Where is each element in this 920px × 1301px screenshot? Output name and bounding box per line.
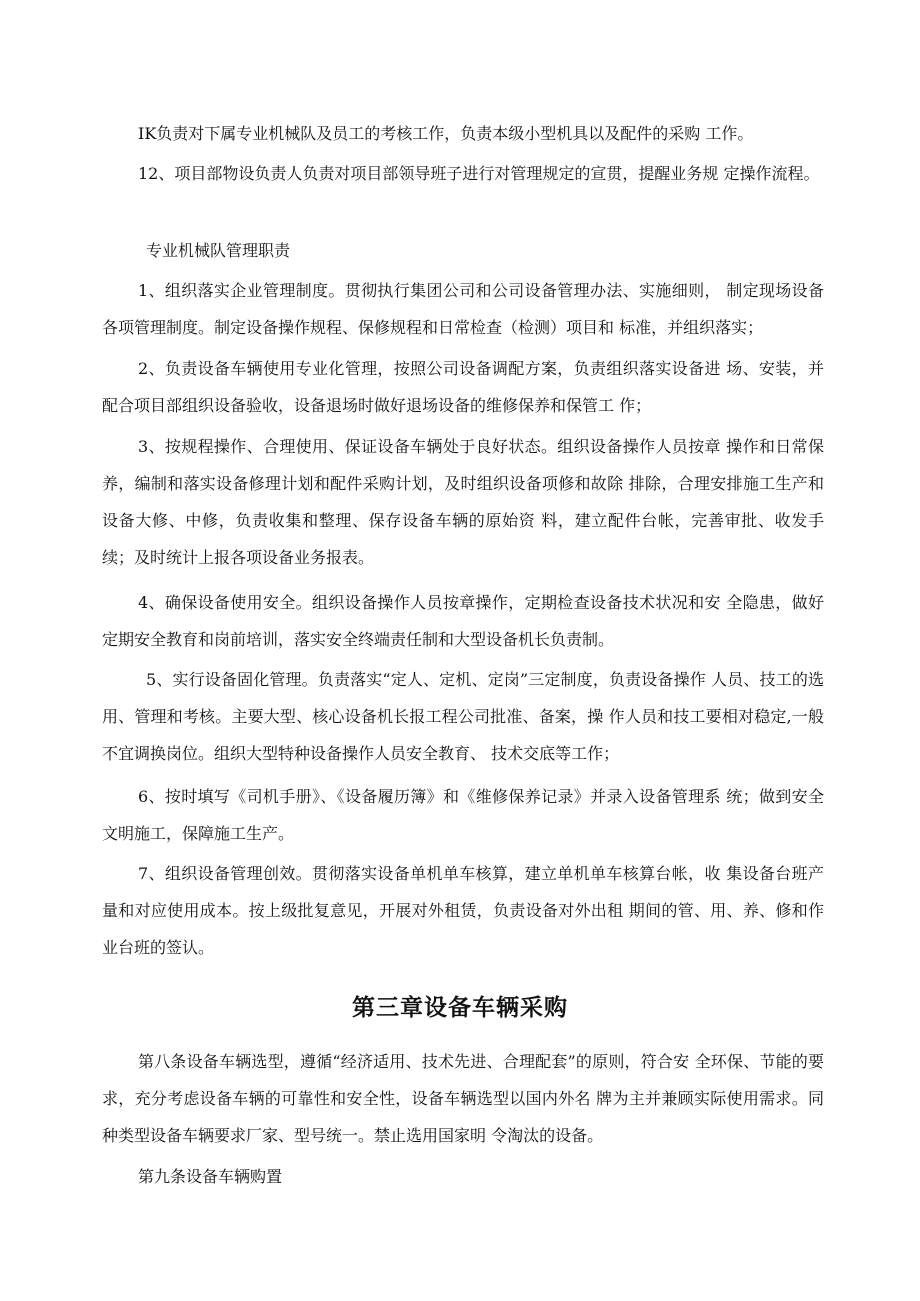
section-heading-machinery-team: 专业机械队管理职责 — [146, 241, 291, 260]
chapter-title: 第三章设备车辆采购 — [352, 995, 568, 1021]
article-8: 第八条设备车辆选型，遵循“经济适用、技术先进、合理配套”的原则，符合安 全环保、节能的要求，充分考虑设备车辆的可靠性和安全性，设备车辆选型以国内外名 牌为主并兼顾实际使用需求。同种类型设备车辆要求厂家、型号统一。禁止选用国家明 令淘汰的设备。 — [102, 1052, 824, 1145]
paragraph-duty-1: 1、组织落实企业管理制度。贯彻执行集团公司和公司设备管理办法、实施细则， 制定现场设备各项管理制度。制定设备操作规程、保修规程和日常检查（检测）项目和 标准，并组织落实； — [102, 281, 824, 337]
paragraph-item-12: 12、项目部物设负责人负责对项目部领导班子进行对管理规定的宣贯，提醒业务规 定操作流程。 — [138, 164, 820, 183]
paragraph-duty-5: 5、实行设备固化管理。负责落实“定人、定机、定岗”三定制度，负责设备操作 人员、技工的选用、管理和考核。主要大型、核心设备机长报工程公司批准、备案，操 作人员和技工要相对稳定,一般不宜调换岗位。组织大型特种设备操作人员安全教育、 技术交底等工作； — [102, 670, 824, 763]
paragraph-duty-3: 3、按规程操作、合理使用、保证设备车辆处于良好状态。组织设备操作人员按章 操作和日常保养，编制和落实设备修理计划和配件采购计划，及时组织设备项修和故除 排除，合理安排施工生产和设备大修、中修，负责收集和整理、保存设备车辆的原始资 料，建立配件台帐，完善审批、收发手续；及时统计上报各项设备业务报表。 — [102, 437, 824, 567]
paragraph-duty-2: 2、负责设备车辆使用专业化管理，按照公司设备调配方案，负责组织落实设备进 场、安装，并配合项目部组织设备验收，设备退场时做好退场设备的维修保养和保管工 作； — [102, 359, 824, 415]
paragraph-duty-4: 4、确保设备使用安全。组织设备操作人员按章操作，定期检查设备技术状况和安 全隐患，做好定期安全教育和岗前培训，落实安全终端责任制和大型设备机长负责制。 — [102, 593, 824, 649]
paragraph-duty-7: 7、组织设备管理创效。贯彻落实设备单机单车核算，建立单机单车核算台帐，收 集设备台班产量和对应使用成本。按上级批复意见，开展对外租赁，负责设备对外出租 期间的管、用、养、修和作业台班的签认。 — [102, 864, 824, 957]
paragraph-duty-6: 6、按时填写《司机手册》、《设备履历簿》和《维修保养记录》并录入设备管理系 统；做到安全文明施工，保障施工生产。 — [102, 787, 824, 843]
article-9: 第九条设备车辆购置 — [138, 1167, 283, 1186]
paragraph-item-11: IK负责对下属专业机械队及员工的考核工作，负责本级小型机具以及配件的采购 工作。 — [138, 124, 754, 143]
